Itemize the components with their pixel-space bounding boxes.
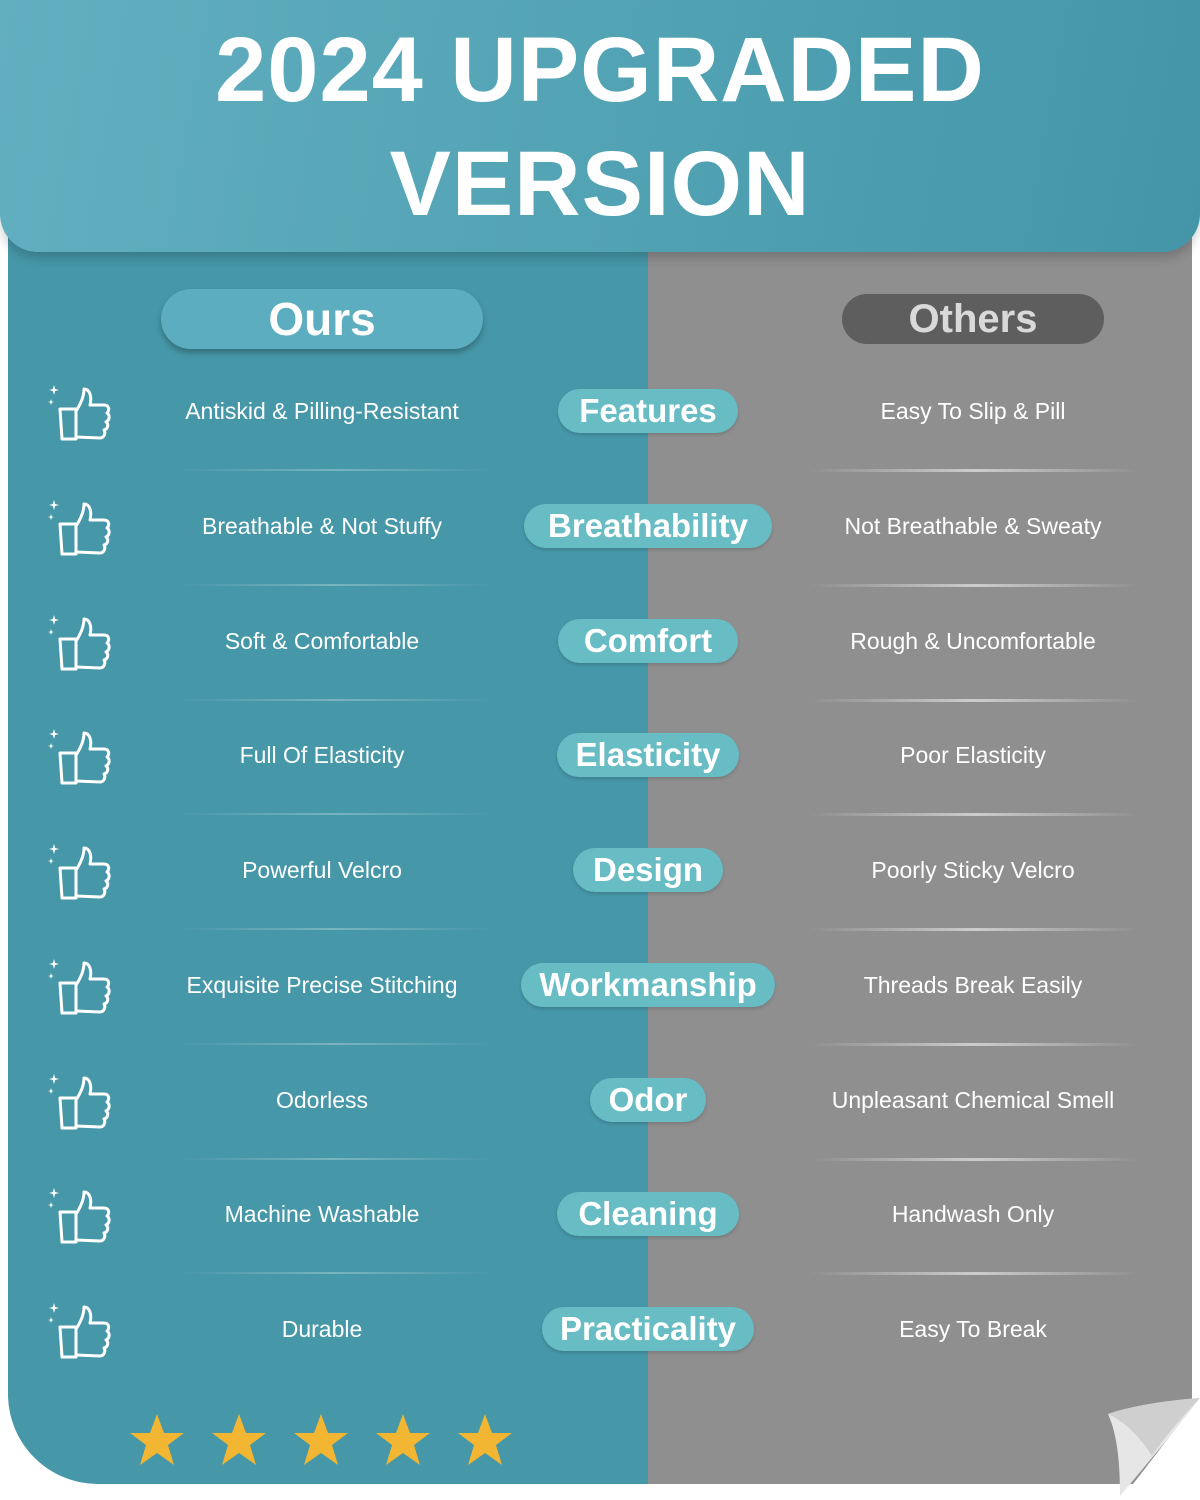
others-feature-text: Unpleasant Chemical Smell	[831, 1087, 1115, 1113]
comparison-row	[0, 1070, 1200, 1130]
feature-label: Comfort	[558, 619, 738, 663]
feature-label: Design	[573, 848, 723, 892]
others-feature-text: Easy To Slip & Pill	[880, 398, 1066, 424]
others-feature-text: Handwash Only	[891, 1201, 1055, 1227]
row-divider	[810, 469, 1140, 472]
thumbs-up-icon	[48, 383, 112, 445]
thumbs-up-icon	[48, 842, 112, 904]
thumbs-up-icon	[48, 1301, 112, 1363]
ours-feature-text: Exquisite Precise Stitching	[186, 972, 458, 998]
row-divider	[810, 928, 1140, 931]
comparison-row	[0, 1299, 1200, 1359]
ours-feature-text: Durable	[281, 1316, 363, 1342]
ours-feature-text: Soft & Comfortable	[224, 628, 420, 654]
feature-label: Elasticity	[557, 733, 739, 777]
star-icon	[456, 1412, 514, 1470]
star-icon	[210, 1412, 268, 1470]
star-icon	[374, 1412, 432, 1470]
feature-label: Features	[558, 389, 738, 433]
feature-label: Workmanship	[521, 963, 775, 1007]
thumbs-up-icon	[48, 613, 112, 675]
row-divider	[175, 1158, 495, 1160]
ours-feature-text: Breathable & Not Stuffy	[202, 513, 442, 539]
headline-line-1: 2024 UPGRADED	[215, 19, 985, 121]
feature-label: Odor	[590, 1078, 706, 1122]
others-feature-text: Easy To Break	[899, 1316, 1047, 1342]
row-divider	[175, 813, 495, 815]
thumbs-up-icon	[48, 1186, 112, 1248]
header-banner	[0, 0, 1200, 252]
row-divider	[175, 584, 495, 586]
feature-label: Cleaning	[557, 1192, 739, 1236]
ours-feature-text: Odorless	[275, 1087, 369, 1113]
others-feature-text: Threads Break Easily	[863, 972, 1083, 998]
row-divider	[810, 813, 1140, 816]
comparison-row	[0, 955, 1200, 1015]
comparison-row	[0, 725, 1200, 785]
ours-feature-text: Antiskid & Pilling-Resistant	[185, 398, 459, 424]
ours-feature-text: Machine Washable	[224, 1201, 420, 1227]
feature-label: Breathability	[524, 504, 772, 548]
page-curl-decoration	[1100, 1396, 1200, 1500]
headline-line-2: VERSION	[389, 133, 811, 235]
thumbs-up-icon	[48, 1072, 112, 1134]
thumbs-up-icon	[48, 498, 112, 560]
ours-feature-text: Full Of Elasticity	[239, 742, 405, 768]
comparison-row	[0, 611, 1200, 671]
row-divider	[810, 1043, 1140, 1046]
row-divider	[175, 928, 495, 930]
row-divider	[810, 584, 1140, 587]
others-feature-text: Poorly Sticky Velcro	[871, 857, 1075, 883]
star-icon	[292, 1412, 350, 1470]
others-feature-text: Poor Elasticity	[900, 742, 1046, 768]
others-feature-text: Not Breathable & Sweaty	[844, 513, 1102, 539]
others-feature-text: Rough & Uncomfortable	[850, 628, 1096, 654]
others-column-heading: Others	[842, 294, 1104, 344]
thumbs-up-icon	[48, 957, 112, 1019]
row-divider	[175, 1272, 495, 1274]
row-divider	[810, 1272, 1140, 1275]
ours-column-heading: Ours	[161, 289, 483, 349]
feature-label: Practicality	[542, 1307, 754, 1351]
comparison-row	[0, 1184, 1200, 1244]
comparison-row	[0, 381, 1200, 441]
comparison-row	[0, 496, 1200, 556]
row-divider	[175, 699, 495, 701]
thumbs-up-icon	[48, 727, 112, 789]
comparison-row	[0, 840, 1200, 900]
star-icon	[128, 1412, 186, 1470]
star-rating	[128, 1412, 528, 1472]
row-divider	[810, 699, 1140, 702]
ours-feature-text: Powerful Velcro	[242, 857, 402, 883]
row-divider	[175, 1043, 495, 1045]
row-divider	[810, 1158, 1140, 1161]
row-divider	[175, 469, 495, 471]
